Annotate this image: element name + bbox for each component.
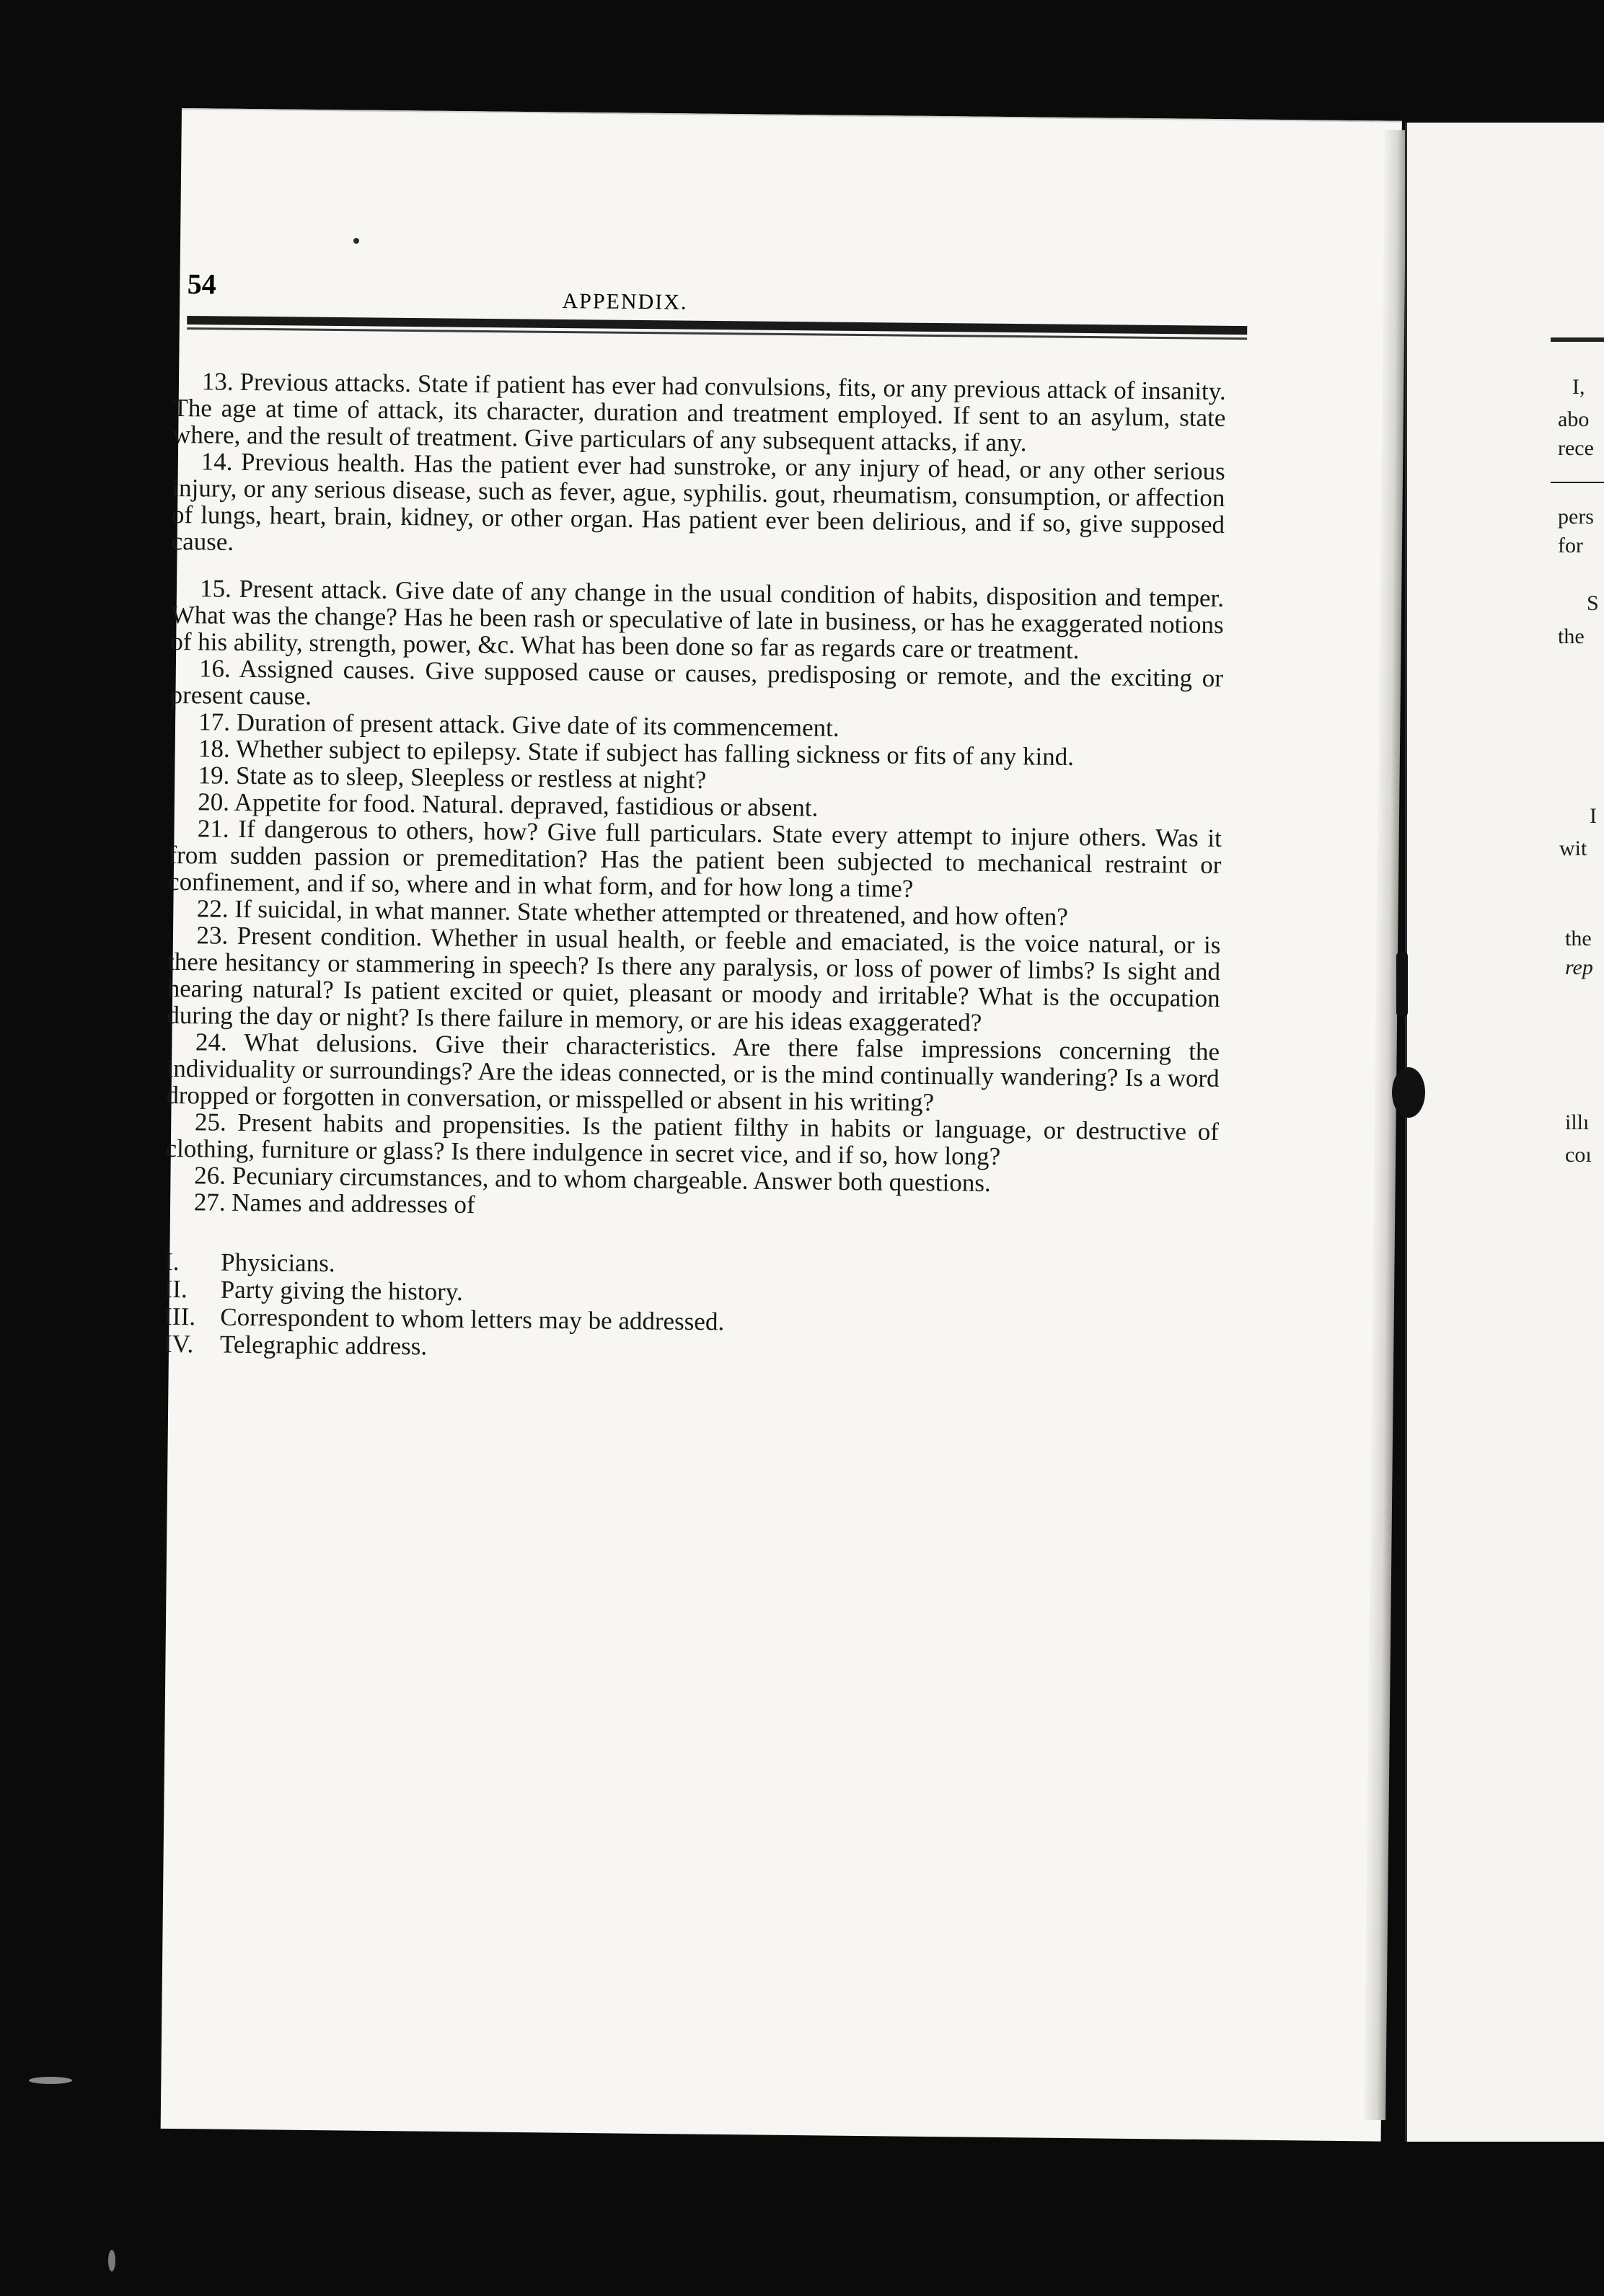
item-16: 16. Assigned causes. Give supposed cause or causes, predisposing or remote, and the exciting or present cause. <box>169 654 1224 710</box>
item-21: 21. If dangerous to others, how? Give full particulars. State every attempt to injure others. Was it from sudden passion or premeditation? Has the patient been subjected to mechanical restraint or confinement, and if so, where and in what form, and for how long a time? <box>167 814 1222 903</box>
right-page-rule <box>1551 337 1604 342</box>
item-26: 26. Pecuniary circumstances, and to whom chargeable. Answer both questions. <box>194 1161 991 1197</box>
right-fragment: illı <box>1565 1111 1590 1134</box>
list-numeral: III. <box>164 1302 196 1331</box>
item-23: 23. Present condition. Whether in usual health, or feeble and emaciated, is the voice natural, or is there hesitancy or stammering in speech? Is there any paralysis, or loss of power of limbs? Is sight and hearing natural? Is patient excited or quiet, pleasant or moody and irritable? What is the occupation during the day or night? Is there failure in memory, or are his ideas exaggerated? <box>167 921 1221 1037</box>
item-24: 24. What delusions. Give their characteristics. Are there false impressions concerning the individuality or surroundings? Are the ideas connected, or is the mind continually wandering? Is a word dropped or forgotten in conversation, or misspelled or absent in his writing? <box>166 1028 1220 1117</box>
item-25: 25. Present habits and propensities. Is the patient filthy in habits or language, or destructive of clothing, furniture or glass? Is there indulgence in secret vice, and if so, how long? <box>165 1108 1220 1171</box>
item-20: 20. Appetite for food. Natural. depraved, fastidious or absent. <box>198 787 819 822</box>
binding-mark <box>1396 952 1408 1017</box>
list-text: Correspondent to whom letters may be addressed. <box>220 1302 725 1336</box>
right-fragment: for <box>1558 534 1583 557</box>
list-text: Party giving the history. <box>220 1275 463 1306</box>
right-fragment: I <box>1590 804 1597 828</box>
item-15: 15. Present attack. Give date of any change in the usual condition of habits, disposition and temper. What was the change? Has he been rash or speculative of late in business, or has he exaggerated notions of his ability, strength, power, &c. What has been done so far as regards care or treatment. <box>170 574 1225 665</box>
right-page-rule <box>1551 482 1604 483</box>
right-fragment: S <box>1587 591 1599 615</box>
right-fragment: the <box>1565 927 1592 950</box>
item-17: 17. Duration of present attack. Give date of its commencement. <box>198 707 840 742</box>
right-fragment: coı <box>1565 1143 1592 1167</box>
item-19: 19. State as to sleep, Sleepless or restless at night? <box>198 761 707 795</box>
page-number: 54 <box>187 267 216 301</box>
dust-speck <box>353 238 359 244</box>
dust-speck <box>108 2250 115 2271</box>
list-numeral: I. <box>164 1247 180 1276</box>
item-22: 22. If suicidal, in what manner. State whether attempted or threatened, and how often? <box>196 894 1069 931</box>
page-header <box>187 267 1255 356</box>
right-fragment: I, <box>1572 375 1585 399</box>
item-13: 13. Previous attacks. State if patient has ever had convulsions, fits, or any previous attack of insanity. The age at time of attack, its character, duration and treatment employed. If sent to an asylum, state where, and the result of treatment. Give particulars of any subsequent attacks, if any. <box>172 367 1226 457</box>
dust-speck <box>29 2077 72 2084</box>
right-fragment: pers <box>1558 505 1594 529</box>
list-numeral: IV. <box>163 1329 194 1359</box>
addresses-list <box>164 1248 1217 1368</box>
running-head: APPENDIX. <box>562 288 688 314</box>
item-18: 18. Whether subject to epilepsy. State if subject has falling sickness or fits of any kind. <box>198 734 1075 772</box>
item-14: 14. Previous health. Has the patient ever had sunstroke, or any injury of head, or any other serious injury, or any serious disease, such as fever, ague, syphilis. gout, rheumatism, consumption, or affection of lungs, heart, brain, kidney, or other organ. Has patient ever been delirious, and if so, give supposed cause. <box>171 447 1225 556</box>
right-fragment: abo <box>1558 407 1590 431</box>
right-fragment: wit <box>1559 836 1587 860</box>
right-fragment: the <box>1558 624 1585 648</box>
item-27: 27. Names and addresses of <box>193 1188 475 1219</box>
list-text: Telegraphic address. <box>219 1330 428 1361</box>
appendix-body <box>164 368 1226 1368</box>
right-fragment: rece <box>1558 436 1594 460</box>
list-numeral: II. <box>164 1274 188 1304</box>
list-text: Physicians. <box>220 1248 335 1278</box>
right-fragment: rep <box>1565 955 1593 979</box>
binding-mark <box>1392 1067 1425 1118</box>
